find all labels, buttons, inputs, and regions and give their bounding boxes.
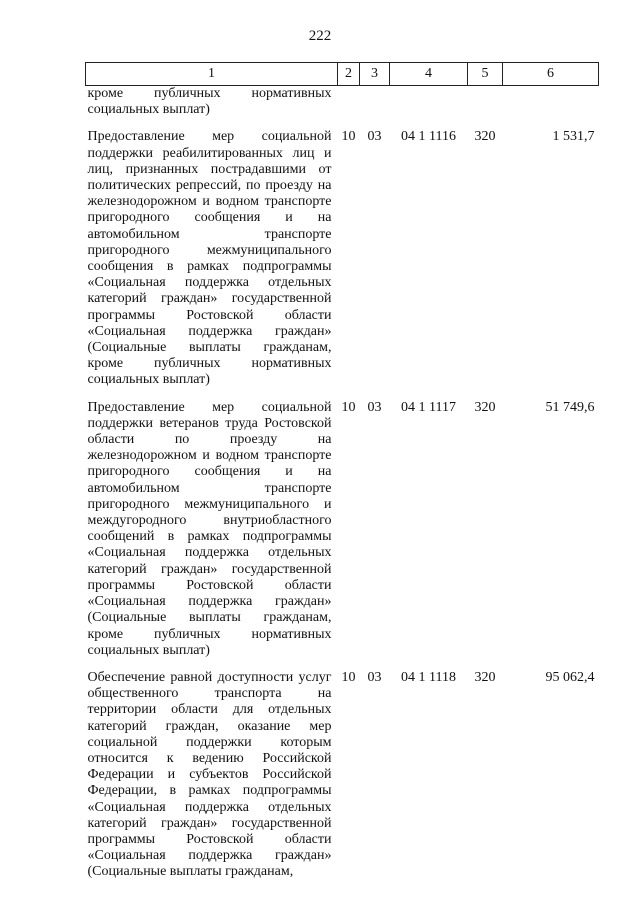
row-description: Предоставление мер социальной поддержки ветеранов труда Ростовской области по проезду на железнодорожном и водном транспорте пригородного сообщения и на автомобильном транспорте пригородного межмуниципального и междугородного внутриобластного сообщений в рамках подпрограммы «Социальная поддержка отдельных категорий граждан» государственной программы Ростовской области «Социальная поддержка граждан» (Социальные выплаты гражданам, кроме публичных нормативных социальных выплат) bbox=[87, 399, 332, 658]
row-expense-type: 320 bbox=[474, 399, 496, 415]
row-target-article: 04 1 1116 bbox=[401, 129, 456, 145]
table-row bbox=[86, 400, 599, 670]
column-header: 6 bbox=[503, 63, 599, 86]
row-description: Обеспечение равной доступности услуг общественного транспорта на территории области для отдельных категорий граждан, оказание мер социальной поддержки которым относится к ведению Российской Федерации и субъектов Российской Федерации, в рамках подпрограммы «Социальная поддержка отдельных категорий граждан» государственной программы Ростовской области «Социальная поддержка граждан» (Социальные выплаты гражданам, bbox=[87, 669, 332, 880]
row-description: кроме публичных нормативных социальных выплат) bbox=[87, 86, 332, 118]
row-target-article: 04 1 1118 bbox=[401, 669, 456, 685]
row-subsection: 03 bbox=[367, 669, 382, 685]
column-header: 4 bbox=[390, 63, 468, 86]
table-row bbox=[86, 670, 599, 892]
table-row-continuation bbox=[86, 86, 599, 130]
row-target-article: 04 1 1117 bbox=[401, 399, 456, 415]
column-header: 2 bbox=[338, 63, 360, 86]
column-header: 1 bbox=[86, 63, 338, 86]
budget-table bbox=[85, 62, 599, 892]
row-expense-type: 320 bbox=[474, 669, 496, 685]
row-subsection: 03 bbox=[367, 129, 382, 145]
row-subsection: 03 bbox=[367, 399, 382, 415]
row-amount: 1 531,7 bbox=[552, 129, 595, 145]
table-row bbox=[86, 129, 599, 399]
row-expense-type: 320 bbox=[474, 129, 496, 145]
column-header: 5 bbox=[468, 63, 503, 86]
row-amount: 95 062,4 bbox=[545, 669, 595, 685]
table-header-row bbox=[86, 63, 599, 86]
row-section: 10 bbox=[341, 129, 356, 145]
row-description: Предоставление мер социальной поддержки реабилитированных лиц и лиц, признанных пострадавшими от политических репрессий, по проезду на железнодорожном и водном транспорте пригородного сообщения и на автомобильном транспорте пригородного межмуниципального сообщения в рамках подпрограммы «Социальная поддержка отдельных категорий граждан» государственной программы Ростовской области «Социальная поддержка граждан» (Социальные выплаты гражданам, кроме публичных нормативных социальных выплат) bbox=[87, 129, 332, 388]
page-number: 222 bbox=[308, 28, 332, 44]
column-header: 3 bbox=[360, 63, 390, 86]
row-section: 10 bbox=[341, 669, 356, 685]
row-amount: 51 749,6 bbox=[545, 399, 595, 415]
row-section: 10 bbox=[341, 399, 356, 415]
